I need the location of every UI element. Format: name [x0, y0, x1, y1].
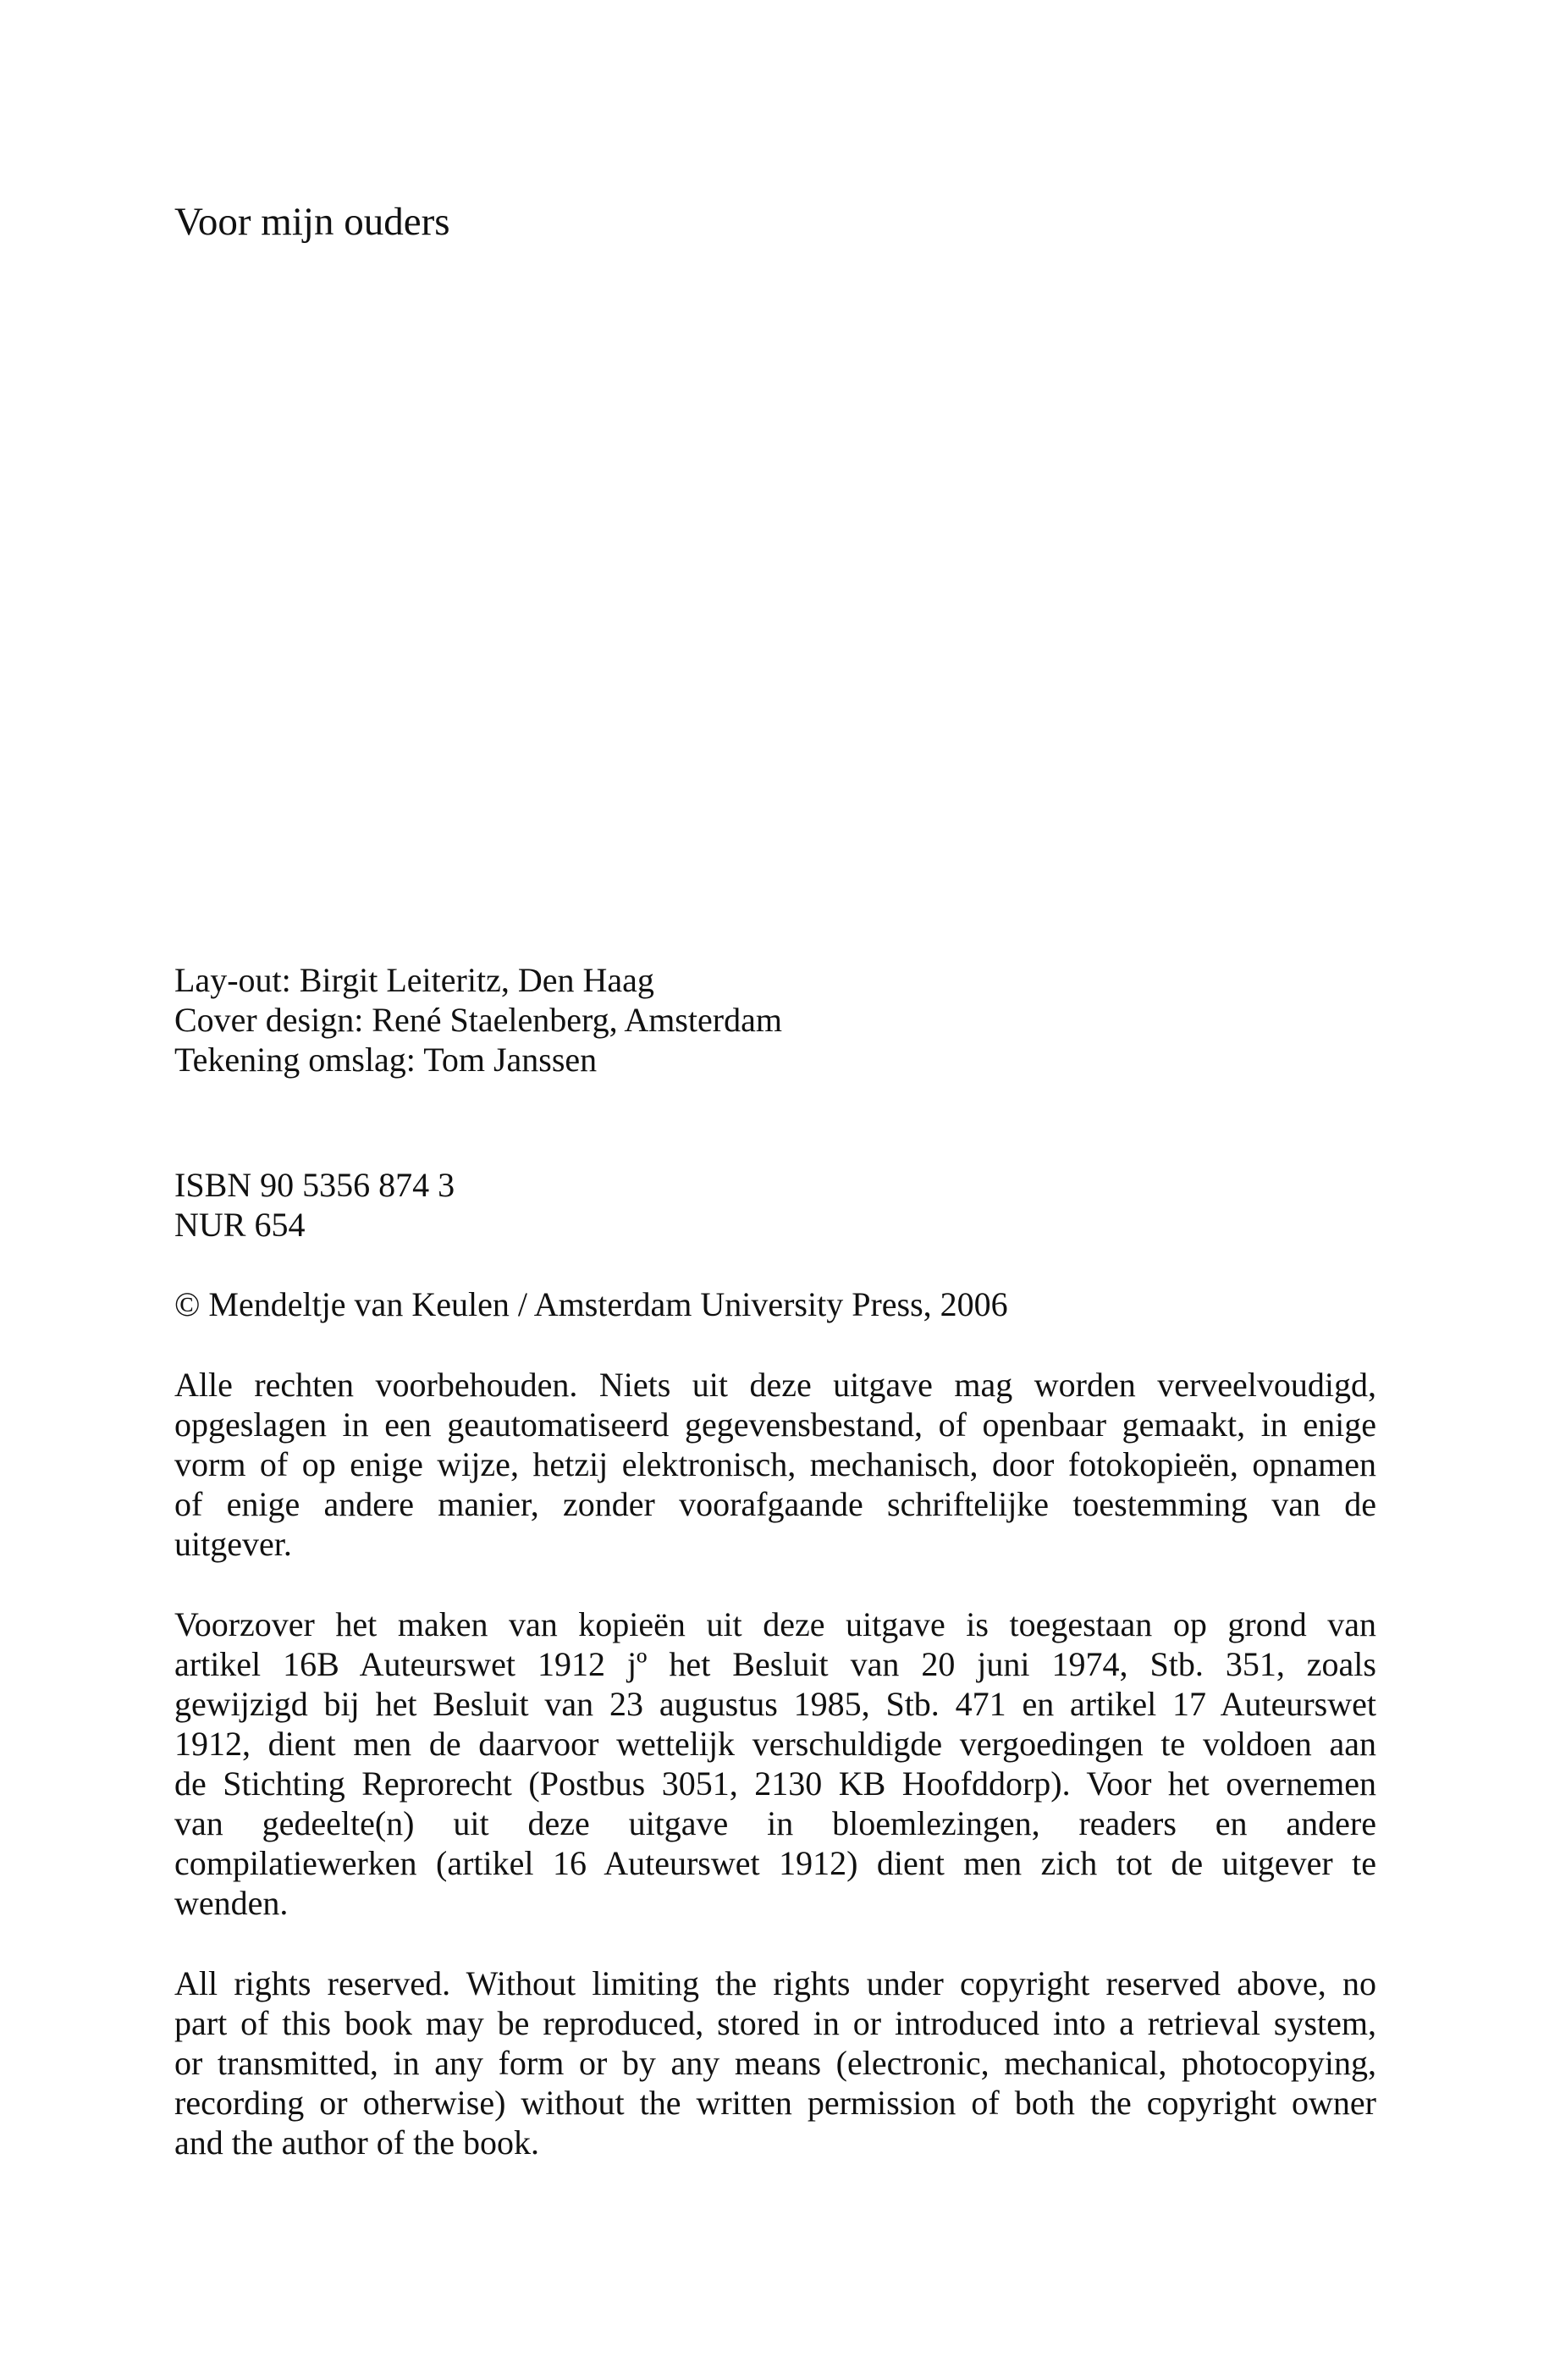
voorzover-line: gewijzigd bij het Besluit van 23 augustus 1985, Stb. 471 en artikel 17 Auteurswet	[174, 1685, 1376, 1723]
voorzover-line: compilatiewerken (artikel 16 Auteurswet 1912) dient men zich tot de uitgever te	[174, 1844, 1376, 1882]
rights-nl-line: opgeslagen in een geautomatiseerd gegevensbestand, of openbaar gemaakt, in enige	[174, 1405, 1376, 1444]
colophon	[174, 960, 1376, 2162]
dedication: Voor mijn ouders	[174, 200, 450, 244]
rights-en-line: recording or otherwise) without the written permission of both the copyright owner	[174, 2084, 1376, 2122]
voorzover-line: wenden.	[174, 1884, 289, 1922]
nur-code: NUR 654	[174, 1206, 306, 1244]
voorzover-line: Voorzover het maken van kopieën uit deze uitgave is toegestaan op grond van	[174, 1605, 1376, 1643]
rights-nl-line: Alle rechten voorbehouden. Niets uit deze uitgave mag worden verveelvoudigd,	[174, 1366, 1376, 1404]
credits-block	[174, 960, 1376, 1080]
rights-reserved-dutch	[174, 1365, 1376, 1564]
rights-nl-line: vorm of op enige wijze, hetzij elektronisch, mechanisch, door fotokopieën, opnamen	[174, 1445, 1376, 1483]
rights-en-line: and the author of the book.	[174, 2123, 539, 2162]
rights-reserved-english	[174, 1963, 1376, 2162]
voorzover-line: de Stichting Reprorecht (Postbus 3051, 2130 KB Hoofddorp). Voor het overnemen	[174, 1764, 1376, 1803]
illustration-credit: Tekening omslag: Tom Janssen	[174, 1041, 598, 1079]
rights-en-line: or transmitted, in any form or by any means (electronic, mechanical, photocopying,	[174, 2044, 1376, 2082]
rights-en-line: part of this book may be reproduced, stored in or introduced into a retrieval system,	[174, 2004, 1376, 2042]
rights-en-line: All rights reserved. Without limiting the rights under copyright reserved above, no	[174, 1964, 1376, 2002]
reprographic-rights-paragraph	[174, 1604, 1376, 1923]
voorzover-line: van gedeelte(n) uit deze uitgave in bloemlezingen, readers en andere	[174, 1804, 1376, 1842]
isbn-block	[174, 1165, 1376, 1245]
cover-design-credit: Cover design: René Staelenberg, Amsterdam	[174, 1001, 782, 1039]
copyright-notice: © Mendeltje van Keulen / Amsterdam University Press, 2006	[174, 1285, 1008, 1323]
rights-nl-line: of enige andere manier, zonder voorafgaande schriftelijke toestemming van de	[174, 1485, 1376, 1523]
voorzover-line: 1912, dient men de daarvoor wettelijk verschuldigde vergoedingen te voldoen aan	[174, 1725, 1376, 1763]
isbn: ISBN 90 5356 874 3	[174, 1166, 455, 1204]
layout-credit: Lay-out: Birgit Leiteritz, Den Haag	[174, 961, 654, 999]
voorzover-line: artikel 16B Auteurswet 1912 jº het Besluit van 20 juni 1974, Stb. 351, zoals	[174, 1645, 1376, 1683]
rights-nl-line: uitgever.	[174, 1525, 292, 1563]
